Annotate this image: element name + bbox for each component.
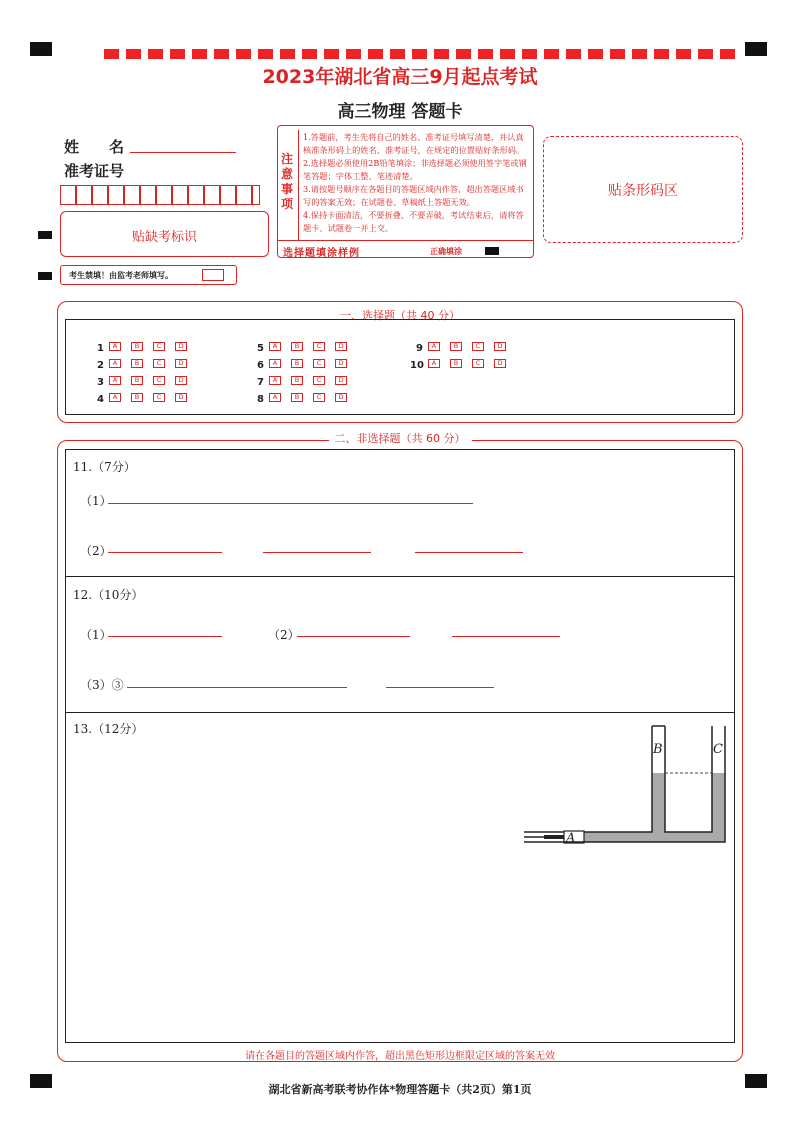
mc-option-2-b[interactable]: B xyxy=(131,359,143,368)
q11-part1-label: （1） xyxy=(80,494,112,508)
mc-option-7-d[interactable]: D xyxy=(335,376,347,385)
mc-option-8-c[interactable]: C xyxy=(313,393,325,402)
mc-option-1-b[interactable]: B xyxy=(131,342,143,351)
mc-option-10-d[interactable]: D xyxy=(494,359,506,368)
mc-option-1-a[interactable]: A xyxy=(109,342,121,351)
mc-question-number: 10 xyxy=(410,360,424,371)
mc-option-4-d[interactable]: D xyxy=(175,393,187,402)
mc-question-8 xyxy=(257,387,357,406)
q13-label: 13.（12分） xyxy=(73,722,144,736)
mc-option-6-d[interactable]: D xyxy=(335,359,347,368)
name-label: 姓 名 xyxy=(64,138,125,156)
q12-part1-answer[interactable] xyxy=(108,636,222,637)
mc-option-5-a[interactable]: A xyxy=(269,342,281,351)
fill-sample-label: 选择题填涂样例 xyxy=(283,248,360,259)
mc-option-10-a[interactable]: A xyxy=(428,359,440,368)
mc-option-5-d[interactable]: D xyxy=(335,342,347,351)
corner-mark-top-left xyxy=(30,42,52,56)
mc-option-6-c[interactable]: C xyxy=(313,359,325,368)
notes-item-2: 2.选择题必须使用2B铅笔填涂；非选择题必须使用签字笔或钢笔答题；字体工整、笔迹清楚。 xyxy=(303,158,527,181)
mc-question-number: 4 xyxy=(97,394,104,405)
correct-fill-label: 正确填涂 xyxy=(430,247,462,256)
mc-title: 一、选择题（共 40 分） xyxy=(0,304,800,323)
notes-side-title: 注意事项 xyxy=(280,152,293,211)
mc-option-7-c[interactable]: C xyxy=(313,376,325,385)
mc-option-6-b[interactable]: B xyxy=(291,359,303,368)
mc-option-9-c[interactable]: C xyxy=(472,342,484,351)
q13-label-c: C xyxy=(713,742,723,757)
q12-part3-label: （3）③ xyxy=(80,678,124,692)
mc-option-8-a[interactable]: A xyxy=(269,393,281,402)
q11-part1-answer[interactable] xyxy=(108,503,473,504)
side-mark-1 xyxy=(38,231,52,239)
mc-option-3-c[interactable]: C xyxy=(153,376,165,385)
mc-option-1-c[interactable]: C xyxy=(153,342,165,351)
nonmc-title: 二、非选择题（共 60 分） xyxy=(0,427,800,446)
q11-part2-answer-1[interactable] xyxy=(108,552,222,553)
exam-title: 2023年湖北省高三9月起点考试 xyxy=(262,66,538,88)
q12-part2-answer-2[interactable] xyxy=(452,636,560,637)
mc-option-4-c[interactable]: C xyxy=(153,393,165,402)
exam-id-label: 准考证号 xyxy=(64,162,125,180)
notes-item-4: 4.保持卡面清洁，不要折叠、不要弄破，考试结束后，请将答题卡、试题卷一并上交。 xyxy=(303,210,524,233)
mc-question-number: 3 xyxy=(97,377,104,388)
name-field[interactable] xyxy=(130,152,236,153)
mc-option-5-c[interactable]: C xyxy=(313,342,325,351)
side-mark-2 xyxy=(38,272,52,280)
barcode-area[interactable] xyxy=(543,136,743,243)
q12-label: 12.（10分） xyxy=(73,588,144,602)
corner-mark-top-right xyxy=(745,42,767,56)
mc-question-number: 5 xyxy=(257,343,264,354)
mc-option-4-a[interactable]: A xyxy=(109,393,121,402)
q12-part3-answer-1[interactable] xyxy=(127,687,347,688)
proctor-check-box[interactable] xyxy=(202,269,224,281)
barcode-label: 贴条形码区 xyxy=(608,183,678,199)
mc-question-number: 6 xyxy=(257,360,264,371)
answer-area-warning: 请在各题目的答题区域内作答，超出黑色矩形边框限定区域的答案无效 xyxy=(245,1051,555,1062)
mc-option-10-b[interactable]: B xyxy=(450,359,462,368)
mc-option-10-c[interactable]: C xyxy=(472,359,484,368)
mc-option-9-d[interactable]: D xyxy=(494,342,506,351)
proctor-note: 考生禁填！由监考老师填写。 xyxy=(69,271,173,280)
mc-question-number: 1 xyxy=(97,343,104,354)
mc-question-number: 8 xyxy=(257,394,264,405)
q12-part3-answer-2[interactable] xyxy=(386,687,494,688)
mc-option-4-b[interactable]: B xyxy=(131,393,143,402)
mc-option-9-a[interactable]: A xyxy=(428,342,440,351)
missing-exam-sticker-box[interactable] xyxy=(60,211,269,257)
mc-option-2-a[interactable]: A xyxy=(109,359,121,368)
q13-figure xyxy=(520,722,735,847)
mc-option-2-d[interactable]: D xyxy=(175,359,187,368)
notes-item-1: 1.答题前，考生先将自己的姓名、准考证号填写清楚，并认真核准条形码上的姓名、准考证号，在规定的位置贴好条形码。 xyxy=(303,132,525,155)
correct-fill-sample xyxy=(485,247,499,255)
mc-option-8-b[interactable]: B xyxy=(291,393,303,402)
mc-question-10 xyxy=(410,353,516,372)
mc-option-3-a[interactable]: A xyxy=(109,376,121,385)
page-footer: 湖北省新高考联考协作体*物理答题卡（共2页）第1页 xyxy=(268,1083,532,1096)
card-subtitle: 高三物理 答题卡 xyxy=(337,102,463,122)
mc-question-number: 9 xyxy=(416,343,423,354)
q11-part2-answer-2[interactable] xyxy=(263,552,371,553)
mc-option-3-d[interactable]: D xyxy=(175,376,187,385)
mc-option-2-c[interactable]: C xyxy=(153,359,165,368)
q12-part2-answer-1[interactable] xyxy=(297,636,410,637)
mc-option-7-b[interactable]: B xyxy=(291,376,303,385)
q13-label-b: B xyxy=(653,742,663,757)
q11-part2-label: （2） xyxy=(80,544,112,558)
notes-box xyxy=(277,125,534,258)
mc-question-number: 7 xyxy=(257,377,264,388)
mc-option-8-d[interactable]: D xyxy=(335,393,347,402)
q13-label-a: A xyxy=(566,831,576,846)
mc-question-number: 2 xyxy=(97,360,104,371)
q12-part1-label: （1） xyxy=(80,628,112,642)
proctor-box xyxy=(60,265,237,285)
q12-part2-label: （2） xyxy=(268,628,300,642)
q11-label: 11.（7分） xyxy=(73,460,136,474)
mc-option-1-d[interactable]: D xyxy=(175,342,187,351)
mc-option-9-b[interactable]: B xyxy=(450,342,462,351)
mc-option-6-a[interactable]: A xyxy=(269,359,281,368)
timing-dash-bar xyxy=(104,44,744,54)
notes-item-3: 3.请按题号顺序在各题目的答题区域内作答，超出答题区域书写的答案无效；在试题卷、草稿纸上答题无效。 xyxy=(303,184,524,207)
mc-option-5-b[interactable]: B xyxy=(291,342,303,351)
mc-option-3-b[interactable]: B xyxy=(131,376,143,385)
mc-question-4 xyxy=(97,387,197,406)
missing-exam-label: 贴缺考标识 xyxy=(131,230,197,245)
mc-option-7-a[interactable]: A xyxy=(269,376,281,385)
q11-part2-answer-3[interactable] xyxy=(415,552,523,553)
